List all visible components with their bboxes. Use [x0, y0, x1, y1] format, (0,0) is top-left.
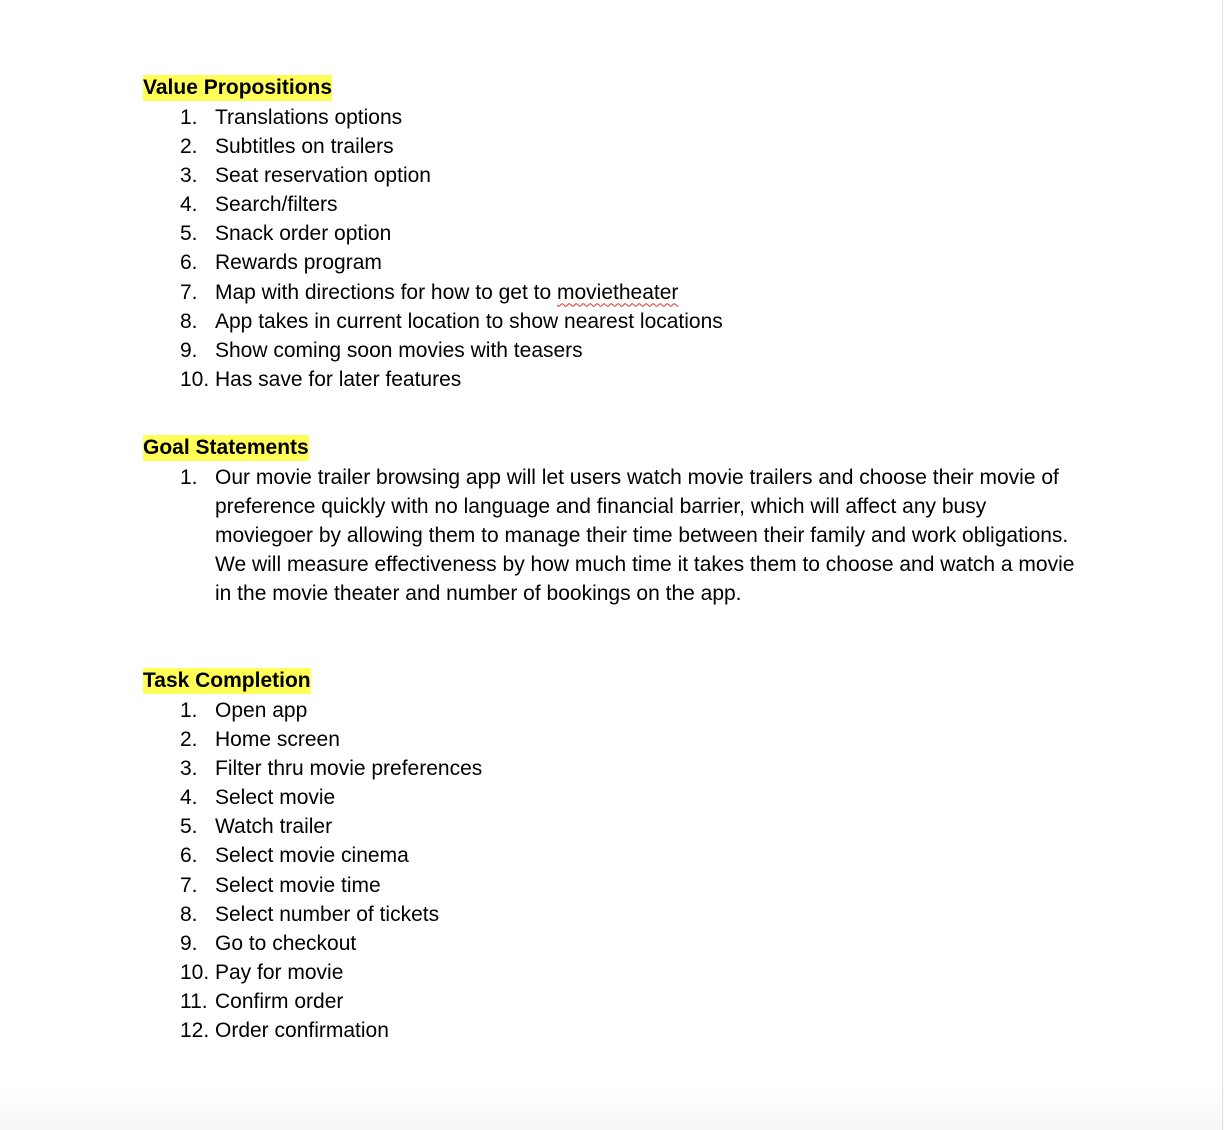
- list-text: Seat reservation option: [215, 164, 431, 188]
- list-number: 12.: [180, 1019, 210, 1043]
- list-number: 6.: [180, 251, 198, 275]
- list-text: Rewards program: [215, 251, 382, 275]
- list-text: App takes in current location to show nearest locations: [215, 309, 723, 333]
- list-item: [143, 219, 1093, 248]
- goal-statements-section: [143, 433, 1093, 666]
- list-text: Subtitles on trailers: [215, 135, 394, 159]
- list-number: 2.: [180, 135, 198, 159]
- list-number: 9.: [180, 338, 198, 362]
- goal-statements-heading: Goal Statements: [143, 436, 309, 459]
- list-item: [143, 841, 1093, 870]
- list-item: [143, 696, 1093, 725]
- list-number: 2.: [180, 728, 198, 752]
- list-number: 8.: [180, 902, 198, 926]
- list-item: [143, 161, 1093, 190]
- list-item: [143, 132, 1093, 161]
- list-number: 8.: [180, 309, 198, 333]
- list-text: Order confirmation: [215, 1019, 389, 1043]
- list-item: [143, 278, 1093, 307]
- list-text: Confirm order: [215, 989, 344, 1013]
- list-number: 4.: [180, 786, 198, 810]
- list-item: [143, 463, 1093, 608]
- list-text: Show coming soon movies with teasers: [215, 338, 583, 362]
- list-text: Home screen: [215, 728, 340, 752]
- list-text: Go to checkout: [215, 931, 357, 955]
- list-item: [143, 103, 1093, 132]
- list-item: [143, 190, 1093, 219]
- list-text: Select movie cinema: [215, 844, 409, 868]
- list-number: 1.: [180, 466, 198, 489]
- value-propositions-list: [143, 103, 1093, 394]
- list-number: 9.: [180, 931, 198, 955]
- list-item: [143, 929, 1093, 958]
- list-number: 3.: [180, 757, 198, 781]
- list-item: [143, 754, 1093, 783]
- list-item: [143, 365, 1093, 394]
- list-text: Watch trailer: [215, 815, 333, 839]
- list-number: 5.: [180, 815, 198, 839]
- task-completion-heading: Task Completion: [143, 669, 311, 692]
- list-text: Our movie trailer browsing app will let users watch movie trailers and choose their movie of preference quickly with no language and financial barrier, which will affect any busy moviegoer by allowing them to manage their time between their family and work obligations. We will measure effectiveness by how much time it takes them to choose and watch a movie in the movie theater and number of bookings on the app.: [215, 466, 1075, 606]
- list-item: [143, 1016, 1093, 1045]
- misspelled-word[interactable]: movietheater: [557, 280, 679, 304]
- list-text: Has save for later features: [215, 367, 462, 391]
- list-number: 4.: [180, 193, 198, 217]
- list-item: [143, 900, 1093, 929]
- list-number: 3.: [180, 164, 198, 188]
- list-text: Snack order option: [215, 222, 392, 246]
- list-item: [143, 307, 1093, 336]
- list-number: 10.: [180, 960, 210, 984]
- list-number: 1.: [180, 106, 198, 129]
- list-text: Map with directions for how to get to: [215, 280, 557, 304]
- list-text: Translations options: [215, 106, 403, 129]
- list-number: 6.: [180, 844, 198, 868]
- list-item: [143, 958, 1093, 987]
- list-item: [143, 871, 1093, 900]
- list-text: Select number of tickets: [215, 902, 440, 926]
- list-text: Open app: [215, 699, 308, 722]
- list-item: [143, 783, 1093, 812]
- list-item: [143, 336, 1093, 365]
- task-completion-section: [143, 666, 1093, 1045]
- list-text: Select movie: [215, 786, 336, 810]
- value-propositions-section: [143, 73, 1093, 433]
- list-item: [143, 812, 1093, 841]
- list-text: Filter thru movie preferences: [215, 757, 483, 781]
- list-number: 5.: [180, 222, 198, 246]
- list-number: 7.: [180, 280, 198, 304]
- list-text: Search/filters: [215, 193, 338, 217]
- list-item: [143, 725, 1093, 754]
- list-text: Pay for movie: [215, 960, 344, 984]
- list-number: 7.: [180, 873, 198, 897]
- list-number: 11.: [180, 989, 208, 1013]
- list-item: [143, 987, 1093, 1016]
- value-propositions-heading: Value Propositions: [143, 76, 333, 99]
- document-body[interactable]: [143, 73, 1093, 1045]
- list-text: Select movie time: [215, 873, 381, 897]
- list-number: 1.: [180, 699, 198, 722]
- goal-statements-list: [143, 463, 1093, 608]
- task-completion-list: [143, 696, 1093, 1045]
- list-item: [143, 248, 1093, 277]
- list-number: 10.: [180, 367, 210, 391]
